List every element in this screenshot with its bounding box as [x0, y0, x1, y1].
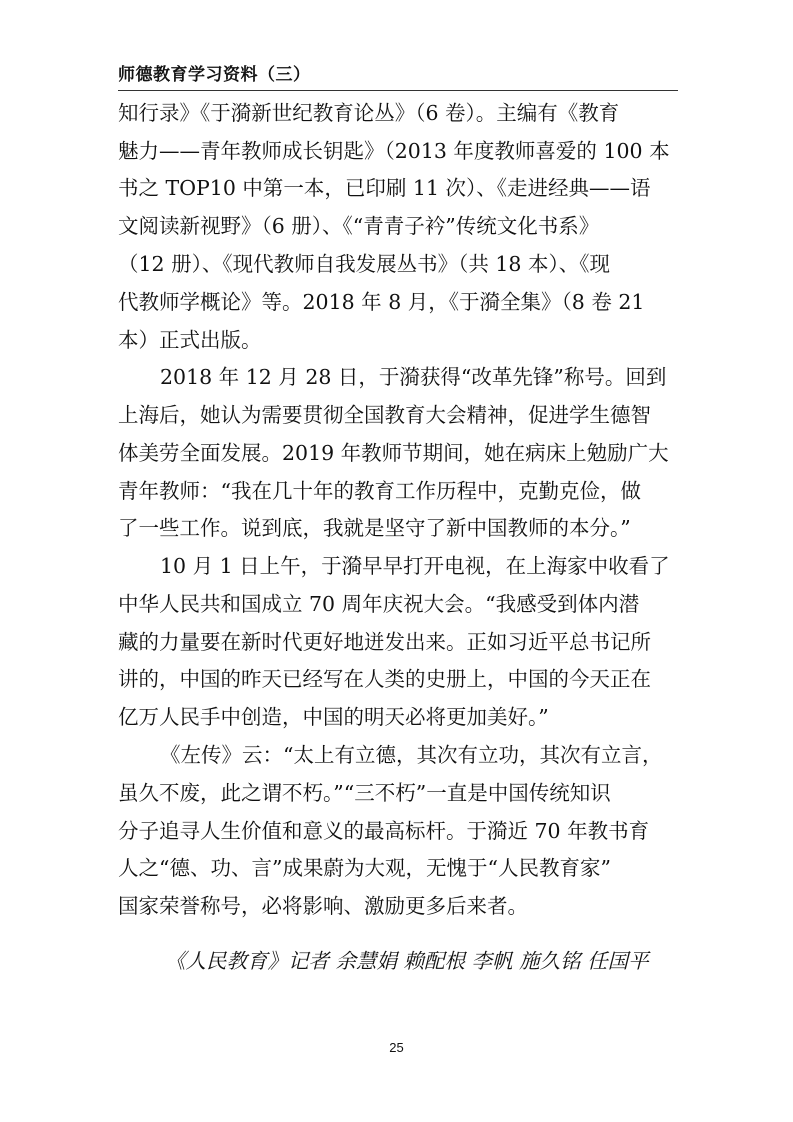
- body-line: 人之“德、功、言”成果蔚为大观，无愧于“人民教育家”: [118, 856, 611, 880]
- page-header-title: 师德教育学习资料（三）: [118, 65, 311, 85]
- body-line: 书之 TOP10 中第一本，已印刷 11 次）、《走进经典——语: [118, 176, 651, 200]
- body-line: 国家荣誉称号，必将影响、激励更多后来者。: [118, 894, 528, 918]
- body-line: 魅力——青年教师成长钥匙》（2013 年度教师喜爱的 100 本: [118, 139, 670, 163]
- body-line: 《左传》云：“太上有立德，其次有立功，其次有立言，: [160, 743, 663, 767]
- body-line: 10 月 1 日上午，于漪早早打开电视，在上海家中收看了: [160, 554, 670, 578]
- body-line: 了一些工作。说到底，我就是坚守了新中国教师的本分。”: [118, 516, 631, 540]
- body-line: 文阅读新视野》（6 册）、《“青青子衿”传统文化书系》: [118, 214, 600, 238]
- body-line: 亿万人民手中创造，中国的明天必将更加美好。”: [118, 705, 549, 729]
- body-line: 知行录》《于漪新世纪教育论丛》（6 卷）。主编有《教育: [118, 101, 620, 125]
- body-line: 讲的，中国的昨天已经写在人类的史册上，中国的今天正在: [118, 667, 651, 691]
- body-line: 2018 年 12 月 28 日，于漪获得“改革先锋”称号。回到: [160, 365, 667, 389]
- body-line: （12 册）、《现代教师自我发展丛书》（共 18 本）、《现: [118, 252, 610, 276]
- body-line: 虽久不废，此之谓不朽。”“三不朽”一直是中国传统知识: [118, 781, 611, 805]
- body-line: 本）正式出版。: [118, 328, 262, 352]
- header-divider: [118, 90, 678, 91]
- body-line: 藏的力量要在新时代更好地迸发出来。正如习近平总书记所: [118, 630, 651, 654]
- body-line: 青年教师：“我在几十年的教育工作历程中，克勤克俭，做: [118, 479, 641, 503]
- body-line: 分子追寻人生价值和意义的最高标杆。于漪近 70 年教书育: [118, 819, 650, 843]
- body-line: 中华人民共和国成立 70 周年庆祝大会。“我感受到体内潜: [118, 592, 640, 616]
- body-line: 代教师学概论》等。2018 年 8 月，《于漪全集》（8 卷 21: [118, 290, 645, 314]
- body-line: 体美劳全面发展。2019 年教师节期间，她在病床上勉励广大: [118, 441, 669, 465]
- body-line: 上海后，她认为需要贯彻全国教育大会精神，促进学生德智: [118, 403, 651, 427]
- reporter-signature: 《人民教育》记者 余慧娟 赖配根 李帆 施久铭 任国平: [165, 949, 649, 973]
- page-number: 25: [389, 1040, 404, 1055]
